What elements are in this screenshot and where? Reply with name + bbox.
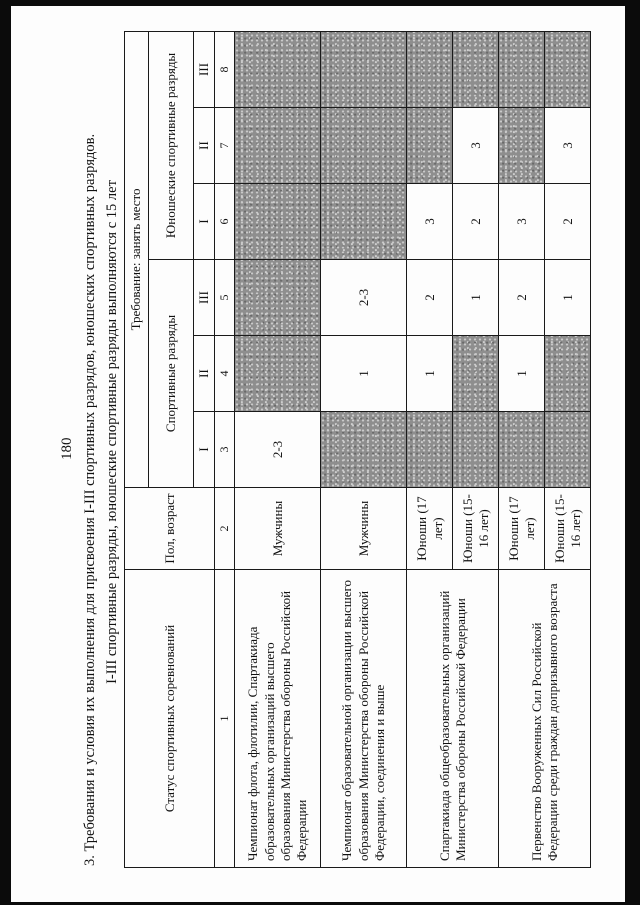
place-cell: 1 [321,336,407,412]
table-row [321,31,407,867]
place-cell [453,336,499,412]
place-cell [235,108,321,184]
rank-label-1: I [194,412,215,488]
place-cell [545,412,591,488]
column-number-1: 1 [215,570,235,868]
place-cell: 2 [453,184,499,260]
section-heading: 3. Требования и условия их выполнения для присвоения I-III спортивных разрядов, юношеских спортивных разрядов. [82,133,98,866]
place-cell: 1 [499,336,545,412]
competition-status: Спартакиада общеобразовательных организаций Министерства обороны Российской Федерации [407,570,499,868]
competition-status: Первенство Вооруженных Сил Российской Федерации среди граждан допризывного возраста [499,570,591,868]
place-cell [453,412,499,488]
rank-label-3: III [194,260,215,336]
place-cell: 3 [545,108,591,184]
place-cell: 3 [407,184,453,260]
table-row [235,31,321,867]
place-cell [235,31,321,107]
place-cell [321,31,407,107]
header-youth-ranks: Юношеские спортивные разряды [149,31,194,259]
place-cell [499,108,545,184]
table-row [407,31,453,867]
column-number-2: 2 [215,488,235,570]
place-cell [453,31,499,107]
place-cell: 3 [499,184,545,260]
place-cell: 2 [499,260,545,336]
table-row [499,31,545,867]
place-cell [407,31,453,107]
gender-age-cell: Мужчины [235,488,321,570]
gender-age-cell: Мужчины [321,488,407,570]
place-cell: 3 [453,108,499,184]
gender-age-cell: Юноши (17 лет) [499,488,545,570]
column-number-6: 6 [215,184,235,260]
header-status: Статус спортивных соревнований [125,570,215,868]
place-cell [235,184,321,260]
rank-label-2: II [194,336,215,412]
table-caption: I-III спортивные разряды, юношеские спортивные разряды выполняются с 15 лет [104,180,120,684]
rank-label-6: III [194,31,215,107]
column-number-7: 7 [215,108,235,184]
gender-age-cell: Юноши (17 лет) [407,488,453,570]
competition-status: Чемпионат образовательной организации высшего образования Министерства обороны Российской Федерации, соединения и выше [321,570,407,868]
column-number-3: 3 [215,412,235,488]
requirements-table [124,31,591,868]
place-cell: 1 [453,260,499,336]
place-cell: 1 [407,336,453,412]
gender-age-cell: Юноши (15-16 лет) [453,488,499,570]
place-cell [407,108,453,184]
place-cell [235,260,321,336]
header-gender-age: Пол, возраст [125,488,215,570]
place-cell: 2 [407,260,453,336]
header-sport-ranks: Спортивные разряды [149,260,194,488]
rotated-page-content [11,6,625,890]
rank-label-5: II [194,108,215,184]
page-number: 180 [59,437,75,460]
column-number-4: 4 [215,336,235,412]
place-cell [321,108,407,184]
place-cell [545,336,591,412]
place-cell [235,336,321,412]
scanned-page [11,6,625,902]
column-number-8: 8 [215,31,235,107]
place-cell: 1 [545,260,591,336]
header-requirement: Требование: занять место [125,31,149,487]
place-cell [407,412,453,488]
place-cell [499,31,545,107]
place-cell [499,412,545,488]
place-cell: 2 [545,184,591,260]
competition-status: Чемпионат флота, флотилии, Спартакиада образовательных организаций высшего образования Министерства обороны Российской Федерации [235,570,321,868]
column-number-5: 5 [215,260,235,336]
gender-age-cell: Юноши (15-16 лет) [545,488,591,570]
rank-label-4: I [194,184,215,260]
place-cell [545,31,591,107]
place-cell: 2-3 [235,412,321,488]
place-cell: 2-3 [321,260,407,336]
place-cell [321,184,407,260]
place-cell [321,412,407,488]
